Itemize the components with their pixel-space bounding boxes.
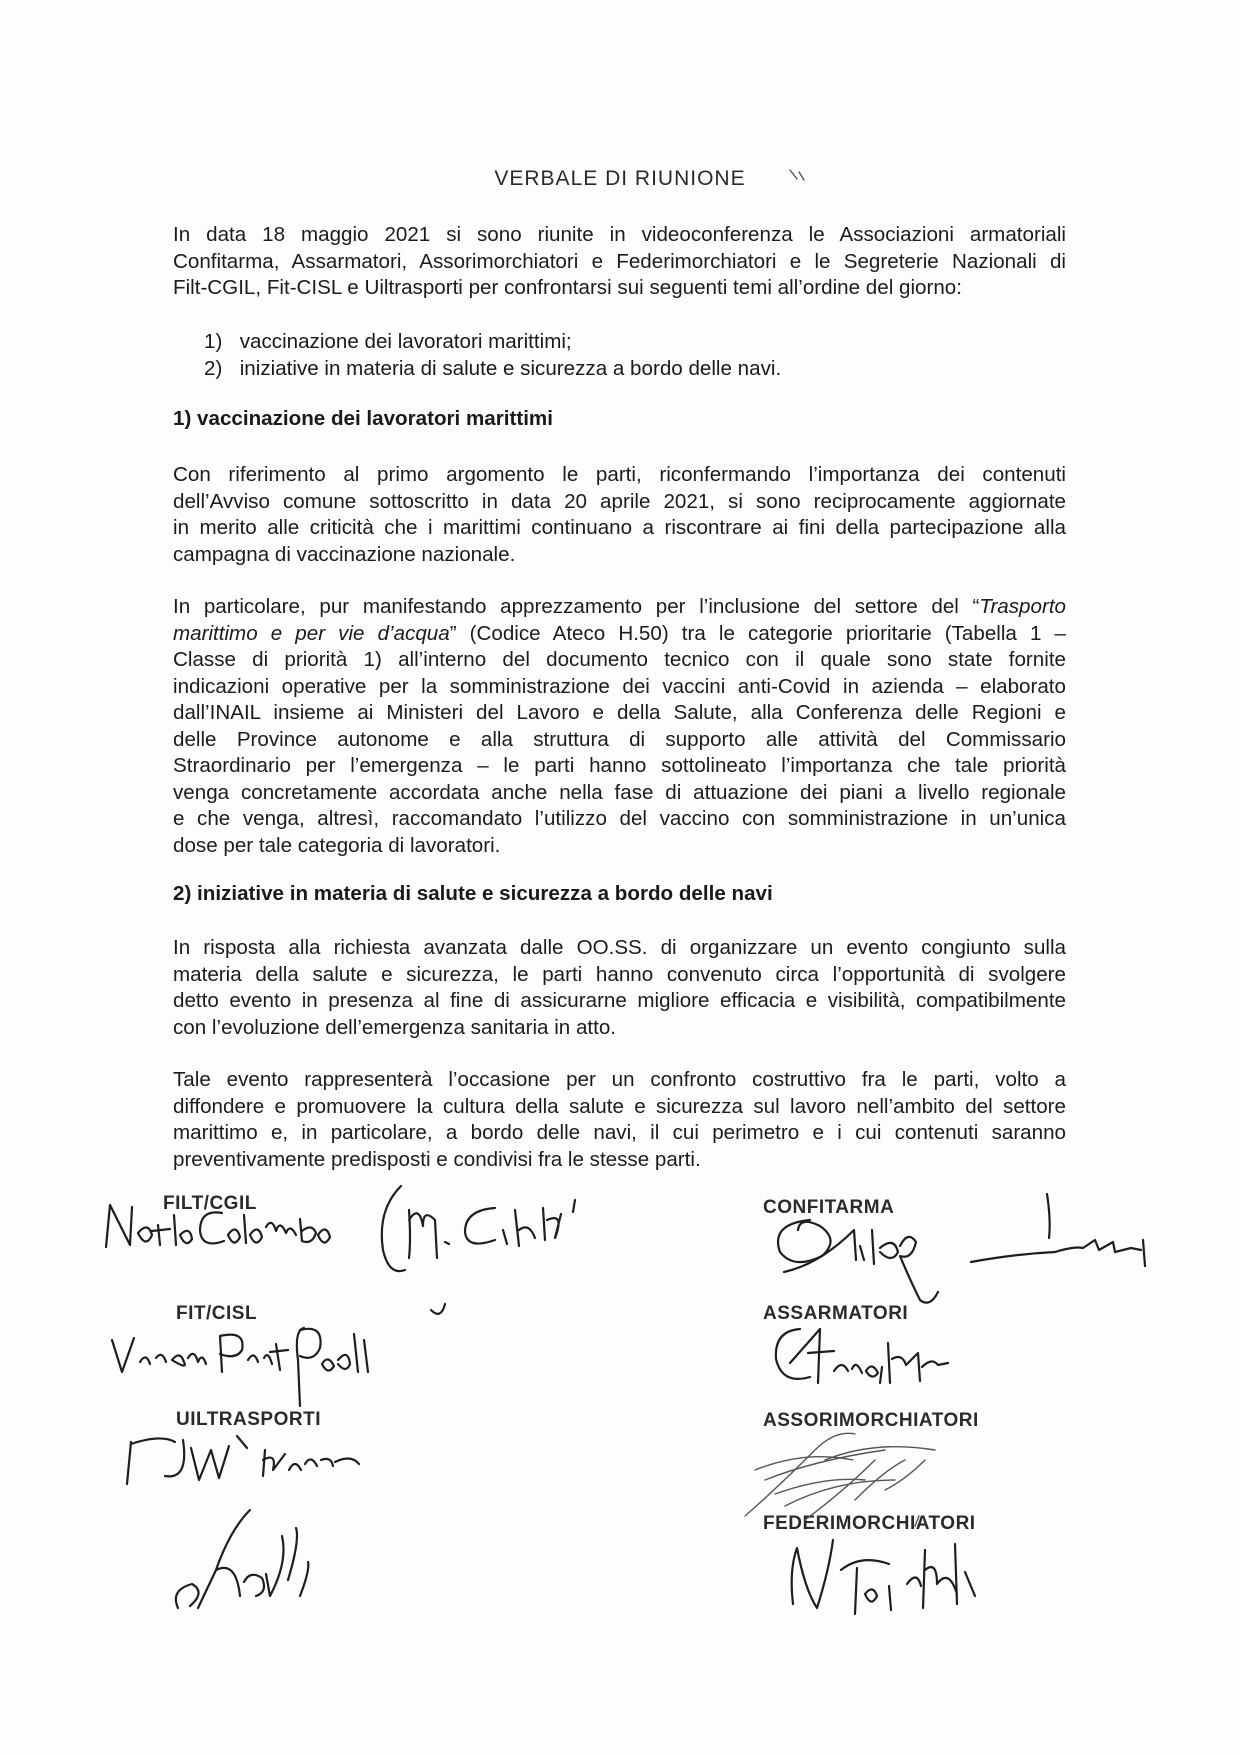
text-line: in merito alle criticità che i marittimi continuano a riscontrare ai fini della partecipazione alla — [173, 516, 1066, 539]
agenda-list — [204, 329, 781, 382]
section2-paragraph-2 — [173, 1067, 1066, 1173]
text-line — [173, 621, 1066, 648]
text-line: dell’Avviso comune sottoscritto in data 20 aprile 2021, si sono reciprocamente aggiornate — [173, 489, 1066, 513]
signature-filt-cgil-2 — [375, 1180, 605, 1340]
signature-filt-cgil-1 — [100, 1195, 340, 1265]
intro-paragraph — [173, 222, 1066, 302]
signature-assorimorchiatori — [735, 1420, 955, 1530]
section-heading: 2) iniziative in materia di salute e sicurezza a bordo delle navi — [173, 882, 773, 905]
signature-fit-cisl — [108, 1310, 378, 1420]
section-heading: 1) vaccinazione dei lavoratori marittimi — [173, 407, 553, 430]
text-line: detto evento in presenza al fine di assicurarne migliore efficacia e visibilità, compatibilmente — [173, 989, 1066, 1012]
signature-federimorchiatori — [785, 1530, 1005, 1630]
text-line: In risposta alla richiesta avanzata dalle OO.SS. di organizzare un evento congiunto sulla — [173, 936, 1066, 959]
text-line — [173, 594, 1066, 621]
text-line: materia della salute e sicurezza, le parti hanno convenuto circa l’opportunità di svolgere — [173, 962, 1066, 986]
text-line: marittimo e, in particolare, a bordo delle navi, il cui perimetro e i cui contenuti saranno — [173, 1121, 1066, 1144]
signature-confitarma-2 — [965, 1190, 1165, 1280]
italic-text: marittimo e per vie d’acqua — [173, 621, 450, 645]
text-line: campagna di vaccinazione nazionale. — [173, 542, 516, 566]
section1-paragraph-1 — [173, 462, 1066, 568]
text-line: con l’evoluzione dell’emergenza sanitaria in atto. — [173, 1015, 617, 1039]
signature-assarmatori — [760, 1323, 960, 1393]
signatory-federimorchiatori: FEDERIMORCHIATORI — [763, 1513, 976, 1534]
text-line: indicazioni operative per la somministrazione dei vaccini anti-Covid in azienda – elaborato — [173, 674, 1066, 698]
text-line: diffondere e promuovere la cultura della salute e sicurezza sul lavoro nell’ambito del settore — [173, 1094, 1066, 1118]
text-line: e che venga, altresì, raccomandato l’utilizzo del vaccino con somministrazione in un’unica — [173, 807, 1066, 830]
text-run: ” (Codice Ateco H.50) tra le categorie prioritarie (Tabella 1 – — [449, 621, 1066, 645]
italic-text: Trasporto — [979, 595, 1066, 618]
text-line: Confitarma, Assarmatori, Assorimorchiatori e Federimorchiatori e le Segreterie Nazionali di — [173, 249, 1066, 273]
agenda-item-number: 2) — [204, 356, 223, 380]
text-run: In particolare, pur manifestando apprezzamento per l’inclusione del settore del “ — [173, 595, 980, 618]
scan-mark — [788, 168, 808, 188]
agenda-item — [204, 356, 781, 383]
section1-paragraph-2 — [173, 594, 1066, 859]
signatory-uiltrasporti: UILTRASPORTI — [176, 1409, 321, 1430]
agenda-item-text: vaccinazione dei lavoratori marittimi; — [239, 330, 572, 353]
section2-paragraph-1 — [173, 935, 1066, 1041]
text-line: venga concretamente accordata anche nella fase di attuazione dei piani a livello regionale — [173, 780, 1066, 804]
text-line: delle Province autonome e alla struttura di supporto alle attività del Commissario — [173, 727, 1066, 751]
text-line: dall’INAIL insieme ai Ministeri del Lavoro e della Salute, alla Conferenza delle Regioni e — [173, 701, 1066, 724]
text-line: Filt-CGIL, Fit-CISL e Uiltrasporti per confrontarsi sui seguenti temi all’ordine del giorno: — [173, 276, 962, 299]
text-line: Classe di priorità 1) all’interno del documento tecnico con il quale sono state fornite — [173, 648, 1066, 671]
agenda-item-text: iniziative in materia di salute e sicurezza a bordo delle navi. — [239, 356, 782, 380]
signatory-fit-cisl: FIT/CISL — [176, 1303, 258, 1324]
signatory-filt-cgil: FILT/CGIL — [163, 1193, 257, 1214]
signature-confitarma — [760, 1200, 970, 1310]
signature-uiltrasporti — [125, 1420, 385, 1490]
signatory-assorimorchiatori: ASSORIMORCHIATORI — [763, 1410, 979, 1431]
text-line: Straordinario per l’emergenza – le parti hanno sottolineato l’importanza che tale priorità — [173, 754, 1066, 777]
signatory-confitarma: CONFITARMA — [763, 1197, 895, 1218]
text-line: Tale evento rappresenterà l’occasione per un confronto costruttivo fra le parti, volto a — [173, 1068, 1066, 1091]
agenda-item — [204, 329, 781, 356]
signatory-assarmatori: ASSARMATORI — [763, 1303, 909, 1324]
signature-extra — [170, 1500, 340, 1620]
document-title: VERBALE DI RIUNIONE — [494, 167, 746, 190]
text-line: preventivamente predisposti e condivisi fra le stesse parti. — [173, 1147, 701, 1171]
text-line: dose per tale categoria di lavoratori. — [173, 833, 501, 857]
text-line: Con riferimento al primo argomento le parti, riconfermando l’importanza dei contenuti — [173, 463, 1066, 486]
text-line: In data 18 maggio 2021 si sono riunite in videoconferenza le Associazioni armatoriali — [173, 223, 1066, 246]
agenda-item-number: 1) — [204, 330, 223, 353]
